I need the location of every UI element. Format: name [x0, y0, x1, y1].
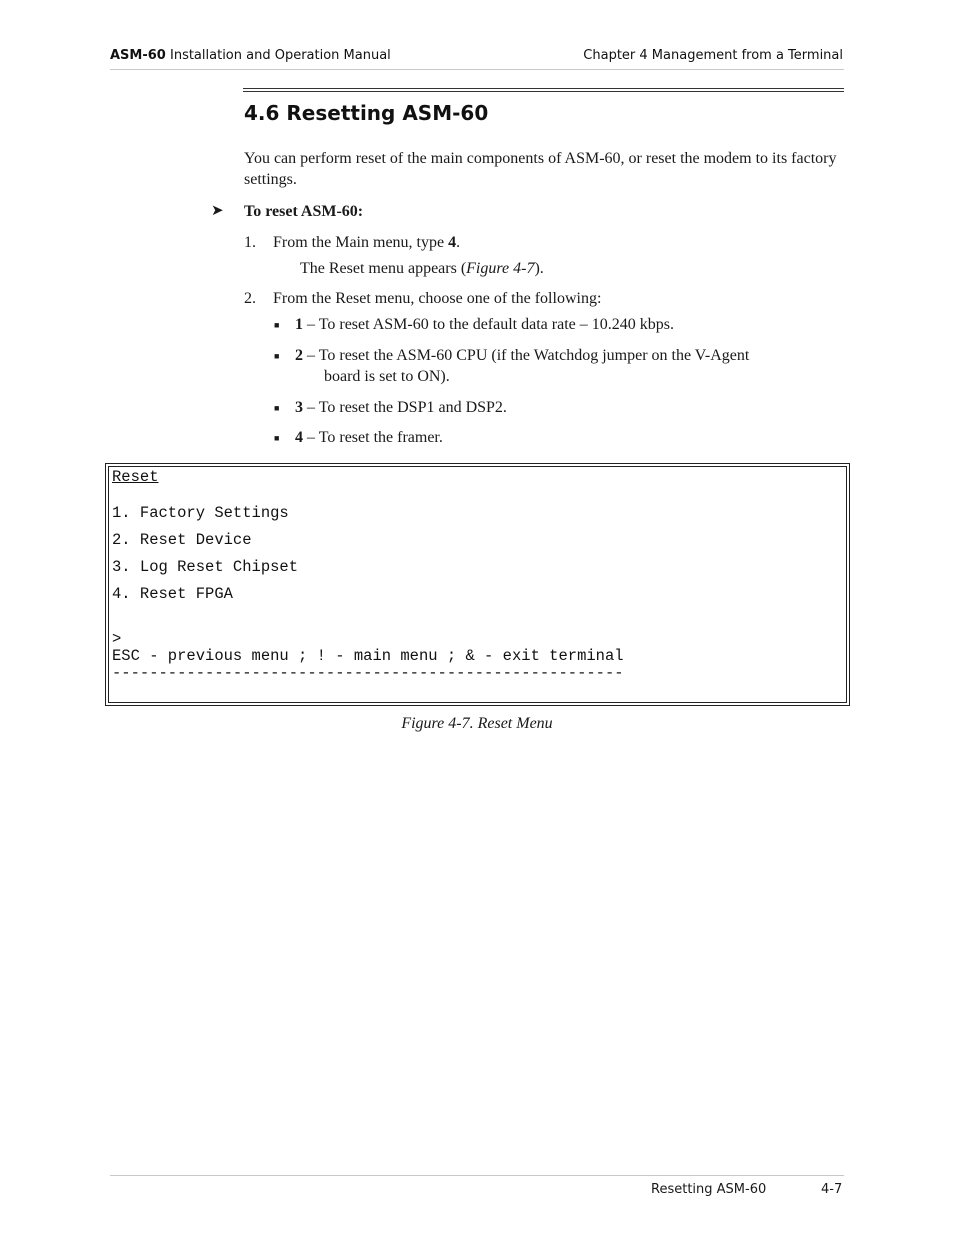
bullet-item: 1 – To reset ASM-60 to the default data rate – 10.240 kbps.: [295, 316, 674, 333]
bullet-icon: ■: [274, 433, 280, 443]
intro-paragraph: You can perform reset of the main components of ASM-60, or reset the modem to its factory settings.: [244, 150, 837, 188]
terminal-menu-item: 2. Reset Device: [112, 531, 252, 549]
terminal-prompt: >: [112, 630, 122, 648]
bullet-icon: ■: [274, 320, 280, 330]
bullet-icon: ■: [274, 351, 280, 361]
step-2-text: From the Reset menu, choose one of the following:: [273, 290, 602, 307]
terminal-menu-title: Reset: [112, 468, 159, 486]
procedure-arrow-icon: ➤: [211, 201, 224, 219]
figure-caption: Figure 4-7. Reset Menu: [401, 715, 553, 732]
terminal-menu-item: 3. Log Reset Chipset: [112, 558, 299, 576]
section-title: 4.6 Resetting ASM-60: [244, 101, 489, 125]
footer-page-number: 4-7: [821, 1182, 843, 1197]
bullet-item-continuation: board is set to ON).: [324, 368, 450, 385]
terminal-menu-item: 1. Factory Settings: [112, 504, 289, 522]
header-rule: [110, 69, 844, 70]
header-doc-title: ASM-60 Installation and Operation Manual: [110, 48, 391, 63]
bullet-item: 4 – To reset the framer.: [295, 429, 443, 446]
terminal-screen-figure: [105, 463, 850, 706]
bullet-item: 3 – To reset the DSP1 and DSP2.: [295, 399, 507, 416]
terminal-menu-item: 4. Reset FPGA: [112, 585, 233, 603]
header-chapter: Chapter 4 Management from a Terminal: [583, 48, 843, 63]
section-rule: [243, 88, 844, 92]
bullet-icon: ■: [274, 403, 280, 413]
terminal-help-line: ESC - previous menu ; ! - main menu ; & - exit terminal: [112, 647, 624, 665]
bullet-item: 2 – To reset the ASM-60 CPU (if the Watchdog jumper on the V-Agent: [295, 347, 750, 364]
footer-rule: [110, 1175, 844, 1176]
footer-section: Resetting ASM-60: [651, 1182, 767, 1197]
procedure-title: To reset ASM-60:: [244, 203, 364, 220]
step-1-number: 1.: [244, 234, 256, 251]
terminal-dashed-rule: -------------------------------------------------------: [112, 664, 624, 682]
step-1-result: The Reset menu appears (Figure 4-7).: [300, 260, 544, 277]
step-1-text: From the Main menu, type 4.: [273, 234, 461, 251]
step-2-number: 2.: [244, 290, 256, 307]
